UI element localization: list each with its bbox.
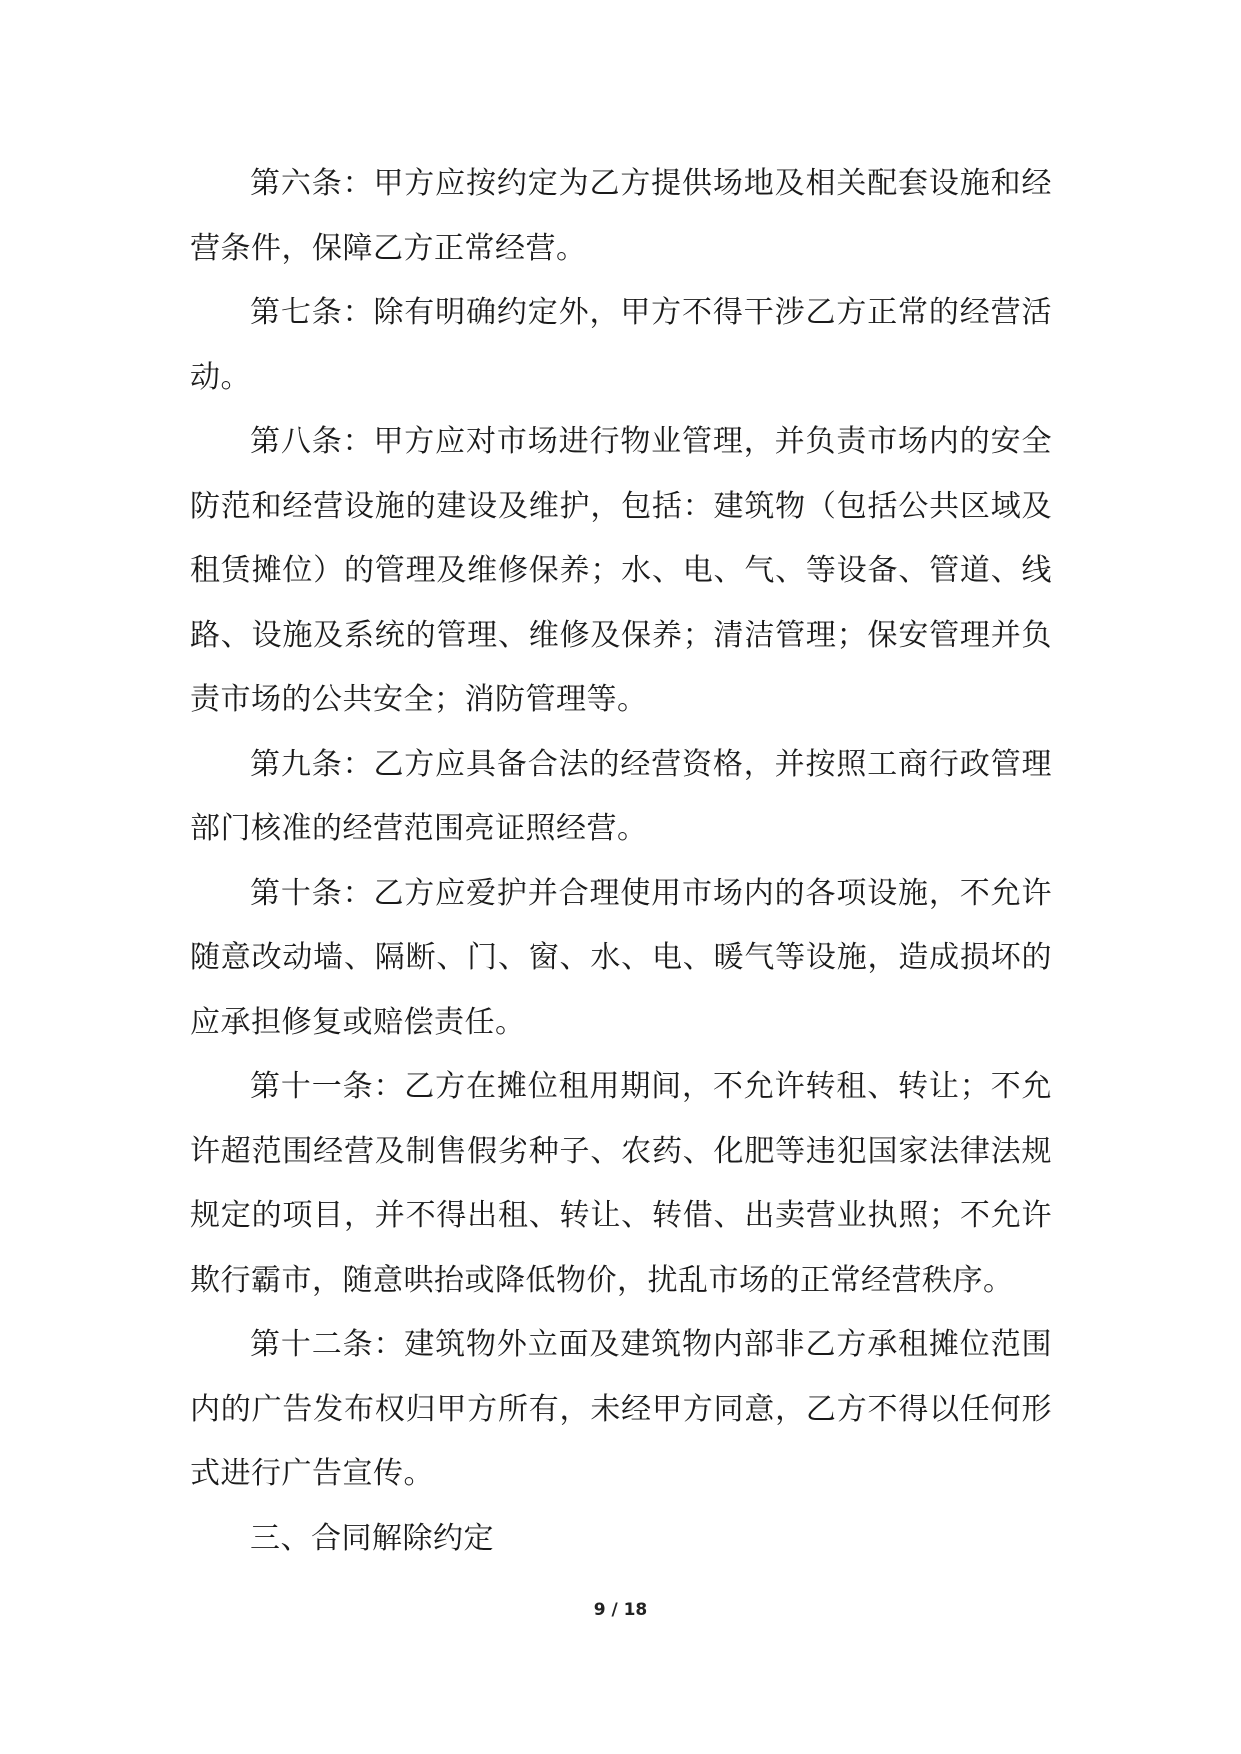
article-12-paragraph: 第十二条：建筑物外立面及建筑物内部非乙方承租摊位范围内的广告发布权归甲方所有，未经甲方同意，乙方不得以任何形式进行广告宣传。 bbox=[190, 1327, 1052, 1491]
article-11-paragraph: 第十一条：乙方在摊位租用期间，不允许转租、转让；不允许超范围经营及制售假劣种子、农药、化肥等违犯国家法律法规规定的项目，并不得出租、转让、转借、出卖营业执照；不允许欺行霸市，随意哄抬或降低物价，扰乱市场的正常经营秩序。 bbox=[190, 1069, 1052, 1298]
article-10-paragraph: 第十条：乙方应爱护并合理使用市场内的各项设施，不允许随意改动墙、隔断、门、窗、水、电、暖气等设施，造成损坏的应承担修复或赔偿责任。 bbox=[190, 875, 1052, 1040]
page-number: 9 / 18 bbox=[593, 1600, 648, 1620]
article-8-paragraph: 第八条：甲方应对市场进行物业管理，并负责市场内的安全防范和经营设施的建设及维护，包括：建筑物（包括公共区域及租赁摊位）的管理及维修保养；水、电、气、等设备、管道、线路、设施及系统的管理、维修及保养；清洁管理；保安管理并负责市场的公共安全；消防管理等。 bbox=[190, 424, 1052, 717]
article-7-paragraph: 第七条：除有明确约定外，甲方不得干涉乙方正常的经营活动。 bbox=[190, 295, 1052, 395]
section-3-heading: 三、合同解除约定 bbox=[250, 1520, 494, 1556]
document-body bbox=[190, 152, 1052, 1571]
article-9-paragraph: 第九条：乙方应具备合法的经营资格，并按照工商行政管理部门核准的经营范围亮证照经营。 bbox=[190, 746, 1052, 846]
article-6-paragraph: 第六条：甲方应按约定为乙方提供场地及相关配套设施和经营条件，保障乙方正常经营。 bbox=[190, 166, 1052, 266]
